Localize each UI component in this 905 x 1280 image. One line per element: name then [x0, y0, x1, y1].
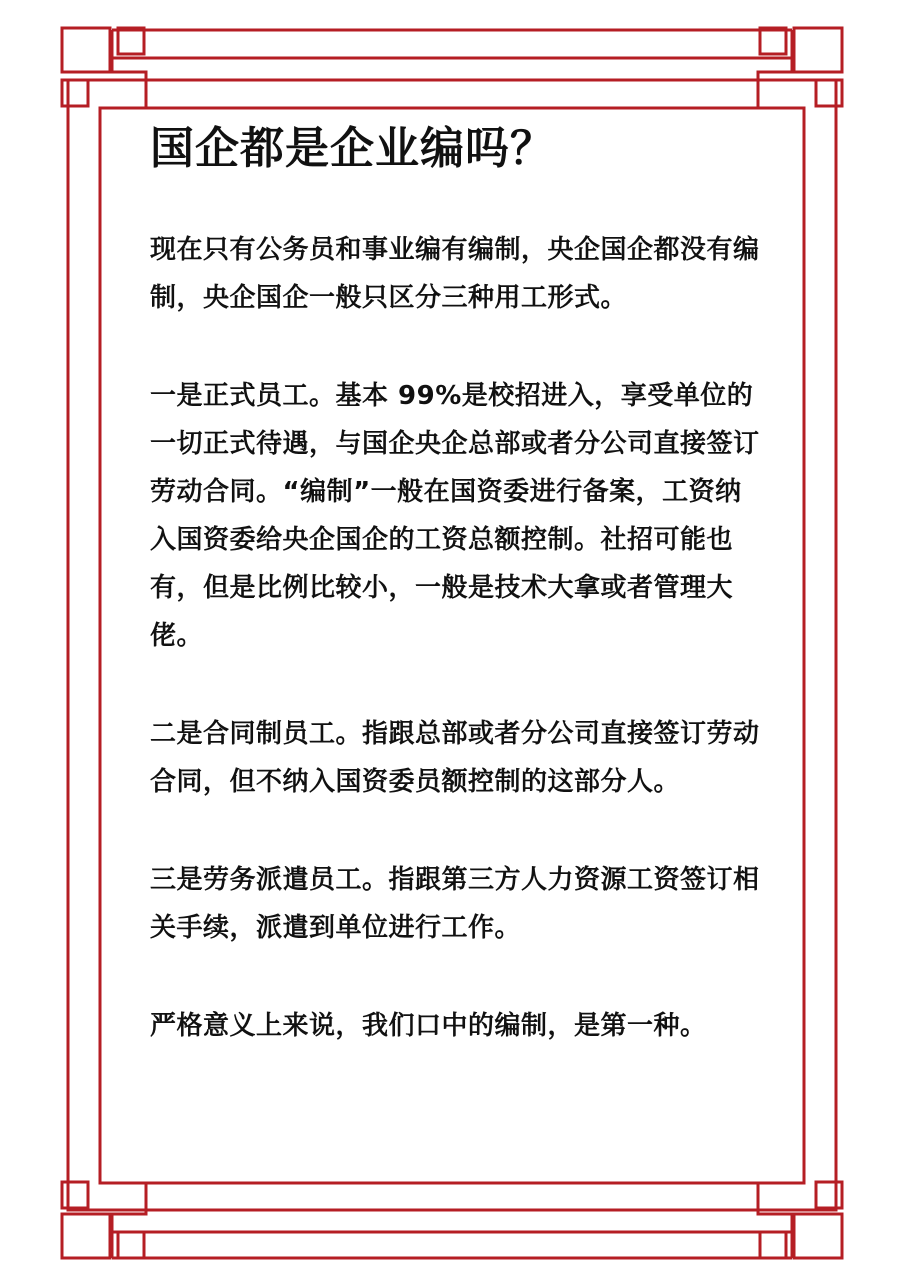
paragraph-dispatch-employee: 三是劳务派遣员工。指跟第三方人力资源工资签订相关手续，派遣到单位进行工作。 [150, 865, 760, 943]
corner-ornament-bottom-left [62, 1182, 146, 1258]
paragraph-formal-employee: 一是正式员工。基本 99%是校招进入，享受单位的一切正式待遇，与国企央企总部或者分公司直接签订劳动合同。“编制”一般在国资委进行备案，工资纳入国资委给央企国企的工资总额控制。社招可能也有，但是比例比较小，一般是技术大拿或者管理大佬。 [150, 381, 760, 651]
corner-ornament-bottom-right [758, 1182, 842, 1258]
paragraph-intro: 现在只有公务员和事业编有编制，央企国企都没有编制，央企国企一般只区分三种用工形式。 [150, 235, 760, 313]
corner-ornament-top-left [62, 28, 146, 108]
article-body [150, 118, 760, 1100]
corner-ornament-top-right [758, 28, 842, 108]
paragraph-conclusion: 严格意义上来说，我们口中的编制，是第一种。 [150, 1011, 707, 1041]
page-title: 国企都是企业编吗？ [150, 123, 555, 174]
paragraph-contract-employee: 二是合同制员工。指跟总部或者分公司直接签订劳动合同，但不纳入国资委员额控制的这部分人。 [150, 719, 760, 797]
